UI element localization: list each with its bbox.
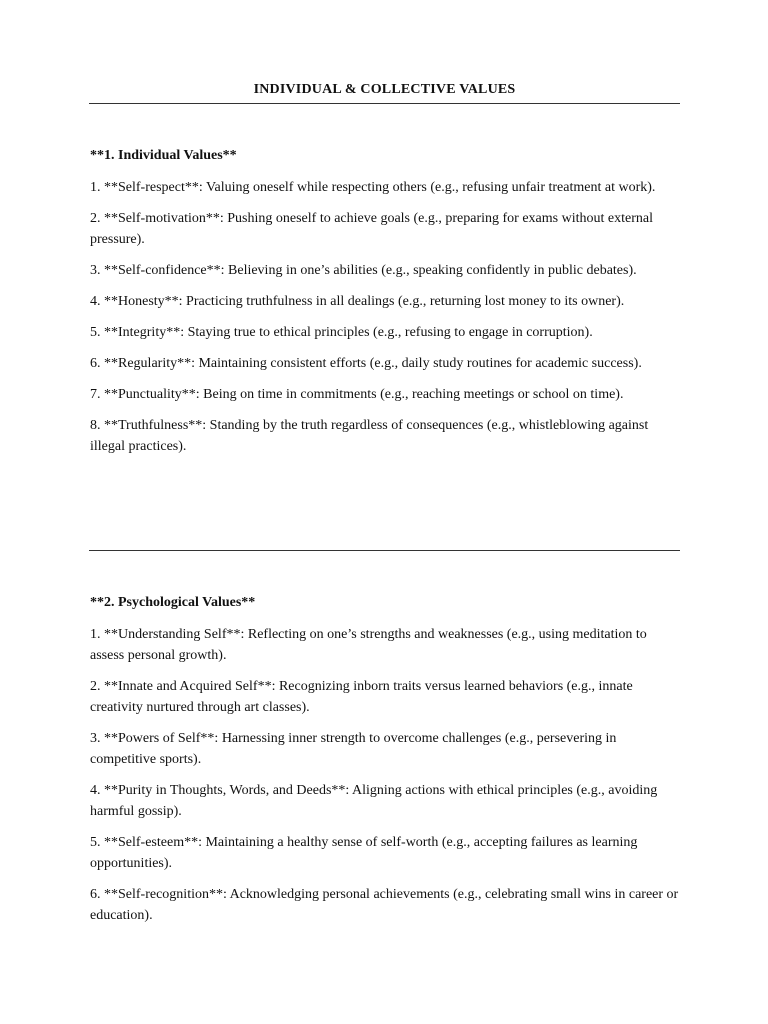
- list-item: 2. **Self-motivation**: Pushing oneself to achieve goals (e.g., preparing for exams without external pressure).: [90, 211, 653, 247]
- section-heading: **2. Psychological Values**: [90, 595, 256, 610]
- list-item: 7. **Punctuality**: Being on time in commitments (e.g., reaching meetings or school on time).: [90, 387, 624, 402]
- section-heading: **1. Individual Values**: [90, 148, 237, 163]
- list-item: 4. **Purity in Thoughts, Words, and Deeds**: Aligning actions with ethical principles (e.g., avoiding harmful gossip).: [90, 783, 658, 819]
- section-psychological-values: [90, 593, 680, 936]
- list-item: 1. **Self-respect**: Valuing oneself while respecting others (e.g., refusing unfair treatment at work).: [90, 180, 656, 195]
- title-divider: [89, 103, 680, 104]
- list-item: 1. **Understanding Self**: Reflecting on one’s strengths and weaknesses (e.g., using meditation to assess personal growth).: [90, 627, 647, 663]
- list-item: 6. **Self-recognition**: Acknowledging personal achievements (e.g., celebrating small wins in career or education).: [90, 887, 679, 923]
- list-item: 6. **Regularity**: Maintaining consistent efforts (e.g., daily study routines for academic success).: [90, 356, 642, 371]
- list-item: 3. **Self-confidence**: Believing in one’s abilities (e.g., speaking confidently in public debates).: [90, 263, 637, 278]
- list-item: 2. **Innate and Acquired Self**: Recognizing inborn traits versus learned behaviors (e.g., innate creativity nurtured through art classes).: [90, 679, 633, 715]
- list-item: 8. **Truthfulness**: Standing by the truth regardless of consequences (e.g., whistleblowing against illegal practices).: [90, 418, 649, 454]
- document-title: INDIVIDUAL & COLLECTIVE VALUES: [253, 82, 516, 97]
- section-divider: [89, 550, 680, 551]
- list-item: 5. **Integrity**: Staying true to ethical principles (e.g., refusing to engage in corruption).: [90, 325, 593, 340]
- list-item: 4. **Honesty**: Practicing truthfulness in all dealings (e.g., returning lost money to its owner).: [90, 294, 625, 309]
- list-item: 3. **Powers of Self**: Harnessing inner strength to overcome challenges (e.g., persevering in competitive sports).: [90, 731, 617, 767]
- section-individual-values: [90, 146, 680, 467]
- list-item: 5. **Self-esteem**: Maintaining a healthy sense of self-worth (e.g., accepting failures as learning opportunities).: [90, 835, 638, 871]
